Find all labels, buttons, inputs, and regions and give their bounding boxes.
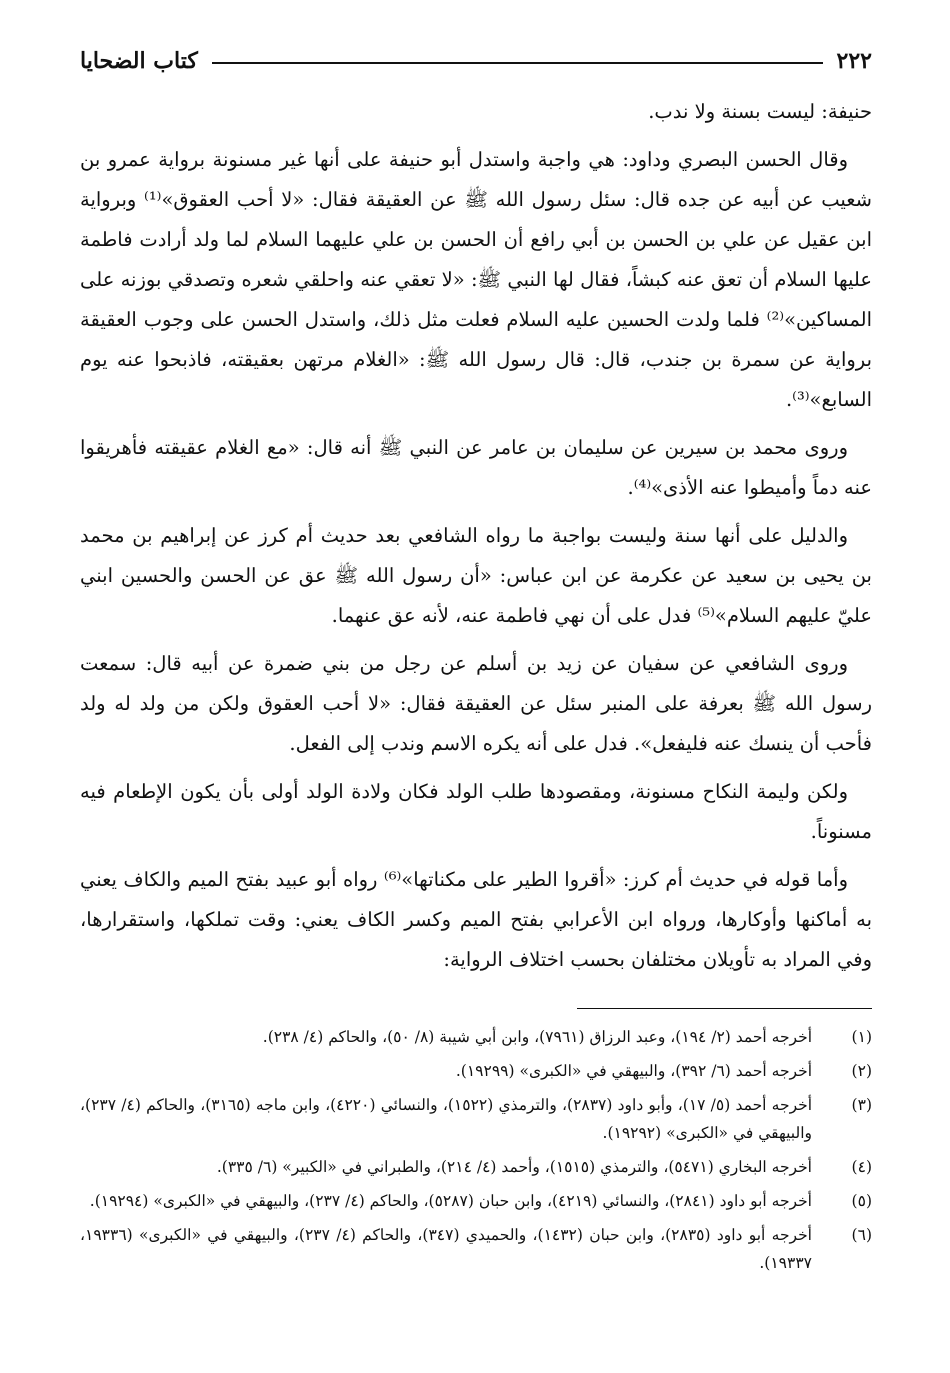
footnote-separator — [577, 1008, 872, 1009]
footnote-text: أخرجه أحمد (٦/ ٣٩٢)، والبيهقي في «الكبرى» (١٩٢٩٩). — [455, 1062, 812, 1080]
paragraph: وقال الحسن البصري وداود: هي واجبة واستدل أبو حنيفة على أنها غير مسنونة برواية عمرو بن شعيب عن أبيه عن جده قال: سئل رسول الله ﷺ عن العقيقة فقال: «لا أحب العقوق»⁽¹⁾ وبرواية ابن عقيل عن علي بن الحسن بن أبي رافع أن الحسن بن علي عليهما السلام لما ولد أرادت فاطمة عليها السلام أن تعق عنه كبشاً، فقال لها النبي ﷺ: «لا تعقي عنه واحلقي شعره وتصدقي بوزنه على المساكين»⁽²⁾ فلما ولدت الحسين عليه السلام فعلت مثل ذلك، واستدل الحسن على وجوب العقيقة برواية عن سمرة بن جندب، قال: قال رسول الله ﷺ: «الغلام مرتهن بعقيقته، فاذبحوا عنه يوم السابع»⁽³⁾. — [80, 148, 872, 411]
footnote-number: (٤) — [851, 1158, 872, 1176]
paragraph: وروى الشافعي عن سفيان عن زيد بن أسلم عن رجل من بني ضمرة عن أبيه قال: سمعت رسول الله ﷺ بعرفة على المنبر سئل عن العقيقة فقال: «لا أحب العقوق ولكن من ولد له ولد فأحب أن ينسك عنه فليفعل». فدل على أنه يكره الاسم وندب إلى الفعل. — [80, 652, 872, 755]
footnote-text: أخرجه البخاري (٥٤٧١)، والترمذي (١٥١٥)، وأحمد (٤/ ٢١٤)، والطبراني في «الكبير» (٦/ ٣٣٥). — [216, 1158, 812, 1176]
paragraph: وروى محمد بن سيرين عن سليمان بن عامر عن النبي ﷺ أنه قال: «مع الغلام عقيقته فأهريقوا عنه دماً وأميطوا عنه الأذى»⁽⁴⁾. — [80, 436, 872, 499]
footnote-number: (٦) — [851, 1226, 872, 1244]
paragraph: ولكن وليمة النكاح مسنونة، ومقصودها طلب الولد فكان ولادة الولد أولى بأن يكون الإطعام فيه مسنوناً. — [80, 780, 872, 843]
book-title: كتاب الضحايا — [80, 48, 198, 74]
header-rule — [212, 62, 823, 64]
footnote — [80, 1187, 872, 1215]
footnote-text: أخرجه أبو داود (٢٨٤١)، والنسائي (٤٢١٩)، وابن حبان (٥٢٨٧)، والحاكم (٤/ ٢٣٧)، والبيهقي في «الكبرى» (١٩٢٩٤). — [89, 1192, 812, 1210]
footnote-text: أخرجه أحمد (٥/ ١٧)، وأبو داود (٢٨٣٧)، والترمذي (١٥٢٢)، والنسائي (٤٢٢٠)، وابن ماجه (٣١٦٥)، والحاكم (٤/ ٢٣٧)، والبيهقي في «الكبرى» (١٩٢٩٢). — [80, 1096, 813, 1142]
document-page — [80, 40, 872, 1340]
paragraph: حنيفة: ليست بسنة ولا ندب. — [648, 100, 872, 123]
footnote-text: أخرجه أحمد (٢/ ١٩٤)، وعبد الرزاق (٧٩٦١)، وابن أبي شيبة (٨/ ٥٠)، والحاكم (٤/ ٢٣٨). — [262, 1028, 812, 1046]
paragraph: والدليل على أنها سنة وليست بواجبة ما رواه الشافعي بعد حديث أم كرز عن إبراهيم بن محمد بن يحيى بن سعيد عن عكرمة عن ابن عباس: «أن رسول الله ﷺ عق عن الحسن والحسين ابني عليّ عليهم السلام»⁽⁵⁾ فدل على أن نهي فاطمة عنه، لأنه عق عنهما. — [80, 524, 872, 627]
page-number: ٢٢٢ — [836, 48, 872, 74]
footnote — [80, 1091, 872, 1147]
footnote — [80, 1221, 872, 1277]
footnote-number: (٢) — [851, 1062, 872, 1080]
footnote — [80, 1153, 872, 1181]
footnote-text: أخرجه أبو داود (٢٨٣٥)، وابن حبان (١٤٣٢)، والحميدي (٣٤٧)، والحاكم (٤/ ٢٣٧)، والبيهقي في «الكبرى» (١٩٣٣٦، ١٩٣٣٧). — [80, 1226, 812, 1272]
running-header — [80, 40, 872, 82]
footnote-number: (٥) — [851, 1192, 872, 1210]
footnote — [80, 1023, 872, 1051]
footnote-number: (٣) — [851, 1096, 872, 1114]
footnote — [80, 1057, 872, 1085]
paragraph: وأما قوله في حديث أم كرز: «أقروا الطير على مكناتها»⁽⁶⁾ رواه أبو عبيد بفتح الميم والكاف يعني به أماكنها وأوكارها، ورواه ابن الأعرابي بفتح الميم وكسر الكاف يعني: وقت تملكها، واستقرارها، وفي المراد به تأويلان مختلفان بحسب اختلاف الرواية: — [80, 868, 872, 971]
footnote-number: (١) — [851, 1028, 872, 1046]
body-text — [80, 92, 872, 980]
footnotes-list — [80, 1023, 872, 1277]
